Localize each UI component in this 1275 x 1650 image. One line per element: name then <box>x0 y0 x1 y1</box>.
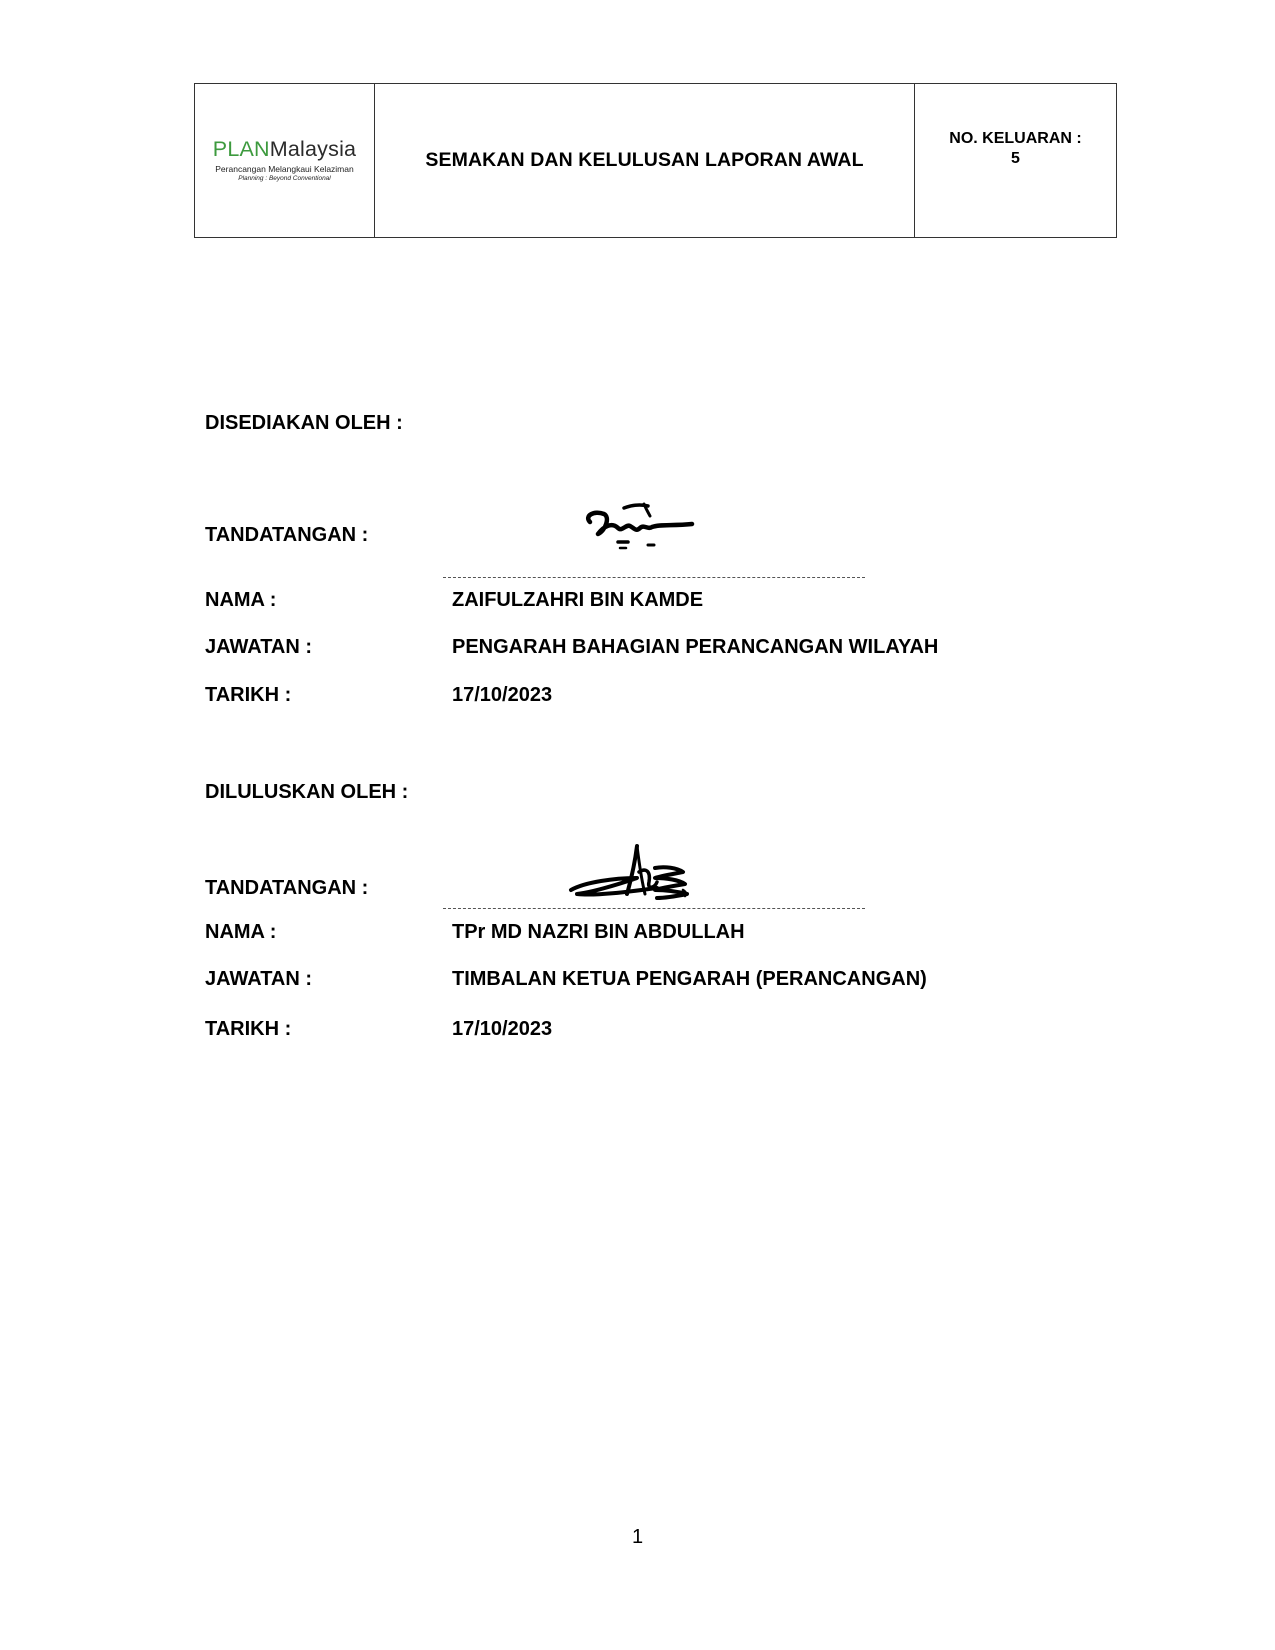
logo-plan-text: PLAN <box>212 136 270 161</box>
prepared-by-heading: DISEDIAKAN OLEH : <box>205 412 403 434</box>
approved-position-value: TIMBALAN KETUA PENGARAH (PERANCANGAN) <box>452 968 927 990</box>
prepared-date-label: TARIKH : <box>205 684 292 706</box>
approved-signature-label: TANDATANGAN : <box>205 877 369 899</box>
prepared-signature-line <box>443 577 865 578</box>
prepared-position-value: PENGARAH BAHAGIAN PERANCANGAN WILAYAH <box>452 636 939 658</box>
issue-number-value: 5 <box>1011 149 1020 167</box>
title-cell <box>375 84 915 237</box>
prepared-date-value: 17/10/2023 <box>452 684 553 706</box>
document-title: SEMAKAN DAN KELULUSAN LAPORAN AWAL <box>425 149 864 171</box>
prepared-signature-image <box>580 500 710 560</box>
logo-tagline: Perancangan Melangkaui Kelaziman <box>215 164 354 175</box>
prepared-position-label: JAWATAN : <box>205 636 313 658</box>
approved-position-label: JAWATAN : <box>205 968 313 990</box>
approved-date-label: TARIKH : <box>205 1018 292 1040</box>
document-header-table <box>194 83 1117 238</box>
approved-name-label: NAMA : <box>205 921 277 943</box>
prepared-name-label: NAMA : <box>205 589 277 611</box>
approved-signature-line <box>443 908 865 909</box>
page-number: 1 <box>631 1526 644 1548</box>
logo-cell <box>195 84 375 237</box>
issue-number-label: NO. KELUARAN : <box>949 129 1082 147</box>
planmalaysia-logo <box>212 136 357 161</box>
approved-by-heading: DILULUSKAN OLEH : <box>205 781 409 803</box>
logo-tagline-english: Planning : Beyond Conventional <box>238 175 331 183</box>
prepared-name-value: ZAIFULZAHRI BIN KAMDE <box>452 589 704 611</box>
issue-number-cell <box>915 84 1116 237</box>
prepared-signature-label: TANDATANGAN : <box>205 524 369 546</box>
logo-malaysia-text: Malaysia <box>269 136 357 161</box>
approved-signature-image <box>565 842 715 908</box>
approved-name-value: TPr MD NAZRI BIN ABDULLAH <box>452 921 745 943</box>
approved-date-value: 17/10/2023 <box>452 1018 553 1040</box>
